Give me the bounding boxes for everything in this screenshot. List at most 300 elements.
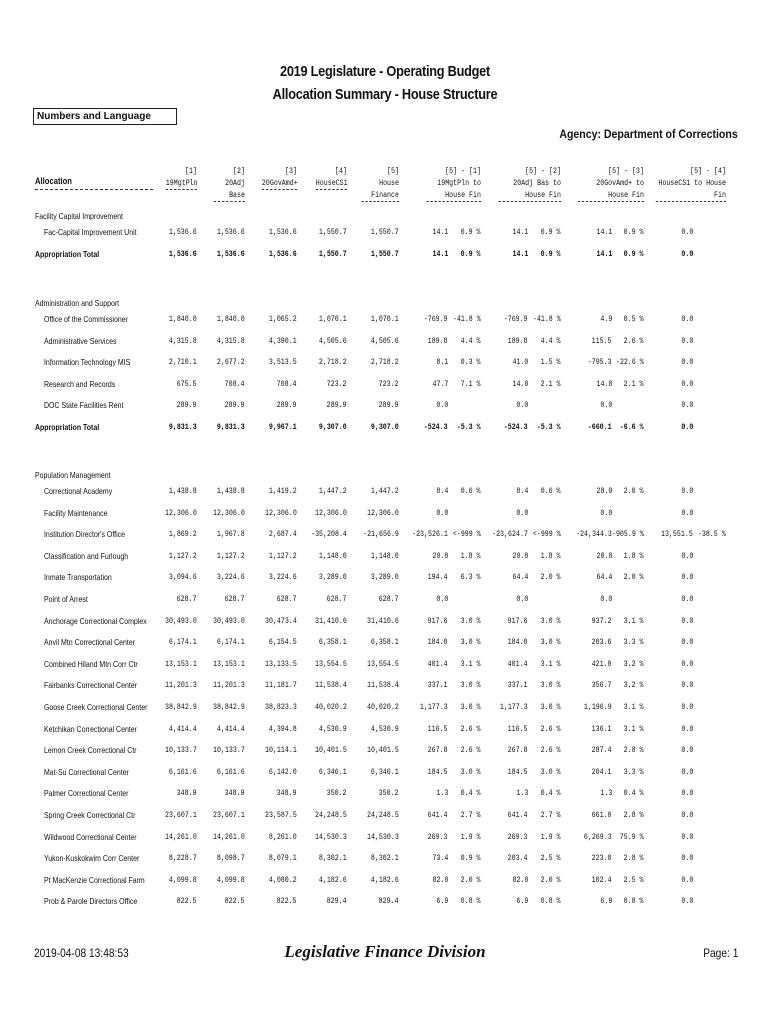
- cell-value: 0.0: [681, 615, 693, 626]
- cell-value: 337.1: [508, 680, 528, 691]
- cell-value: 0.4 %: [624, 788, 644, 799]
- cell-value: 0.0: [600, 507, 612, 518]
- cell-value: 289.9: [327, 400, 347, 411]
- table-row-label: Fac-Capital Improvement Unit: [44, 227, 137, 237]
- cell-value: 6,161.6: [169, 766, 197, 777]
- cell-value: 184.5: [428, 766, 448, 777]
- cell-value: 1.8 %: [461, 550, 481, 561]
- cell-value: 2.0 %: [541, 572, 561, 583]
- cell-value: 822.5: [225, 896, 245, 907]
- cell-value: 14.8: [596, 378, 612, 389]
- cell-value: 10,401.5: [367, 745, 399, 756]
- cell-value: 675.5: [177, 378, 197, 389]
- cell-value: 917.6: [428, 615, 448, 626]
- cell-value: 4,182.6: [371, 874, 399, 885]
- cell-value: -905.9 %: [612, 529, 644, 540]
- table-row: [0, 832, 770, 846]
- appropriation-total-row: [0, 422, 770, 436]
- cell-value: 13,551.5: [661, 529, 693, 540]
- column-header-label: 19MgtPln to House Fin: [426, 177, 481, 202]
- cell-value: 1,840.0: [169, 314, 197, 324]
- cell-value: 0.8 %: [541, 896, 561, 907]
- cell-value: 3,224.6: [269, 572, 297, 583]
- cell-value: 6,346.1: [371, 766, 399, 777]
- cell-value: 2,718.2: [319, 357, 347, 368]
- cell-value: 0.0: [681, 788, 693, 799]
- column-header-label: 20GovAmd+ to House Fin: [578, 177, 644, 202]
- cell-value: 13,554.5: [315, 658, 347, 669]
- table-row: [0, 702, 770, 716]
- cell-value: 9,831.3: [169, 422, 197, 432]
- column-header-number: [5]: [387, 166, 399, 176]
- column-header: [166, 165, 197, 190]
- cell-value: 2,687.4: [269, 529, 297, 540]
- cell-value: 1,070.1: [319, 314, 347, 324]
- footer-division-logo: Legislative Finance Division: [284, 942, 486, 961]
- cell-value: 116.5: [508, 723, 528, 734]
- cell-value: 0.0: [681, 702, 693, 712]
- cell-value: -41.8 %: [453, 314, 481, 324]
- cell-value: 14,261.0: [165, 831, 197, 842]
- cell-value: 1,550.7: [319, 248, 347, 259]
- cell-value: 7.1 %: [461, 378, 481, 389]
- cell-value: -5.3 %: [457, 422, 481, 432]
- cell-value: -5.3 %: [537, 422, 561, 432]
- column-header-label: 20Adj Bas to House Fin: [499, 177, 561, 202]
- cell-value: 13,153.1: [213, 658, 245, 669]
- table-row: [0, 788, 770, 802]
- cell-value: 1.3: [600, 788, 612, 799]
- cell-value: 20.8: [432, 550, 448, 561]
- cell-value: 47.7: [432, 378, 448, 389]
- cell-value: -6.6 %: [620, 422, 644, 432]
- cell-value: 2.0 %: [461, 874, 481, 885]
- cell-value: 0.0: [516, 507, 528, 518]
- cell-value: 1,127.2: [169, 550, 197, 561]
- cell-value: 6.9: [436, 896, 448, 907]
- cell-value: 3.1 %: [624, 723, 644, 734]
- table-row-label: Anchorage Correctional Complex: [44, 615, 147, 626]
- footer-timestamp: 2019-04-08 13:48:53: [34, 946, 129, 960]
- cell-value: 289.9: [225, 400, 245, 411]
- cell-value: 1,536.6: [169, 227, 197, 237]
- cell-value: 0.0: [681, 378, 693, 389]
- cell-value: 822.5: [277, 896, 297, 907]
- cell-value: 0.0: [681, 637, 693, 648]
- cell-value: 0.9 %: [541, 227, 561, 237]
- cell-value: 0.5 %: [624, 314, 644, 324]
- cell-value: 1,127.2: [269, 550, 297, 561]
- cell-value: 184.0: [508, 637, 528, 648]
- cell-value: 2.7 %: [541, 810, 561, 820]
- cell-value: 24,248.5: [315, 810, 347, 820]
- cell-value: 11,538.4: [367, 680, 399, 691]
- cell-value: 6.9: [600, 896, 612, 907]
- cell-value: 287.4: [592, 745, 612, 756]
- table-row-label: Correctional Academy: [44, 486, 113, 496]
- cell-value: 1,148.0: [371, 550, 399, 561]
- cell-value: 3.0 %: [461, 702, 481, 712]
- table-row: [0, 724, 770, 738]
- cell-value: 28.0: [596, 486, 612, 496]
- cell-value: 14.8: [512, 378, 528, 389]
- cell-value: -22.6 %: [616, 357, 644, 368]
- cell-value: 2.0 %: [541, 874, 561, 885]
- cell-value: 8,079.1: [269, 853, 297, 864]
- cell-value: 641.4: [508, 810, 528, 820]
- cell-value: 14.1: [596, 227, 612, 237]
- cell-value: 2,677.2: [217, 357, 245, 368]
- table-row: [0, 572, 770, 586]
- cell-value: 203.4: [508, 853, 528, 864]
- cell-value: 9,831.3: [217, 422, 245, 432]
- cell-value: 11,201.3: [213, 680, 245, 691]
- footer-page-number: Page: 1: [702, 946, 738, 960]
- cell-value: 194.4: [428, 572, 448, 583]
- cell-value: 12,306.0: [265, 507, 297, 518]
- table-row: [0, 400, 770, 414]
- table-row-label: Ketchikan Correctional Center: [44, 723, 137, 734]
- cell-value: 628.7: [327, 594, 347, 604]
- cell-value: 40,020.2: [367, 702, 399, 712]
- table-row-label: Goose Creek Correctional Center: [44, 702, 148, 712]
- cell-value: 0.9 %: [461, 853, 481, 864]
- cell-value: 0.4 %: [461, 788, 481, 799]
- cell-value: 6,358.1: [371, 637, 399, 648]
- cell-value: 0.0: [681, 227, 693, 237]
- section-name: Administration and Support: [35, 298, 120, 308]
- table-row: [0, 551, 770, 565]
- table-row-label: Anvil Mtn Correctional Center: [44, 637, 136, 648]
- cell-value: 0.8 %: [461, 896, 481, 907]
- table-row-label: Palmer Correctional Center: [44, 788, 129, 799]
- cell-value: 1,550.7: [371, 227, 399, 237]
- cell-value: 115.5: [592, 335, 612, 346]
- cell-value: 822.5: [177, 896, 197, 907]
- table-row-label: Institution Director's Office: [44, 529, 126, 540]
- cell-value: 40,020.2: [315, 702, 347, 712]
- cell-value: 12,306.0: [367, 507, 399, 518]
- cell-value: 4,414.4: [217, 723, 245, 734]
- cell-value: 8,302.1: [319, 853, 347, 864]
- cell-value: 1,550.7: [319, 227, 347, 237]
- cell-value: 1,536.6: [269, 248, 297, 259]
- table-row-label: Fairbanks Correctional Center: [44, 680, 137, 691]
- cell-value: 0.6 %: [461, 486, 481, 496]
- cell-value: 3,224.6: [217, 572, 245, 583]
- cell-value: 0.9 %: [461, 227, 481, 237]
- agency-label: Agency: Department of Corrections: [559, 127, 738, 141]
- cell-value: 0.0: [681, 507, 693, 518]
- cell-value: 203.6: [592, 637, 612, 648]
- cell-value: 6,154.5: [269, 637, 297, 648]
- cell-value: 2.1 %: [541, 378, 561, 389]
- cell-value: 2.5 %: [541, 853, 561, 864]
- cell-value: 75.9 %: [620, 831, 644, 842]
- cell-value: 8.4: [436, 486, 448, 496]
- column-header-number: [1]: [185, 166, 197, 176]
- cell-value: 1.3: [516, 788, 528, 799]
- cell-value: 3.1 %: [461, 658, 481, 669]
- column-header: [656, 165, 726, 202]
- cell-value: 4,390.1: [269, 335, 297, 346]
- cell-value: 4,530.9: [319, 723, 347, 734]
- cell-value: 628.7: [379, 594, 399, 604]
- cell-value: -38.5 %: [698, 529, 726, 540]
- cell-value: 2,710.1: [169, 357, 197, 368]
- cell-value: 0.0: [681, 248, 693, 259]
- cell-value: 0.0: [681, 723, 693, 734]
- cell-value: 0.0: [681, 357, 693, 368]
- cell-value: 6,358.1: [319, 637, 347, 648]
- cell-value: 30,493.0: [213, 615, 245, 626]
- cell-value: 3,289.0: [319, 572, 347, 583]
- cell-value: 4,505.6: [371, 335, 399, 346]
- table-row: [0, 745, 770, 759]
- cell-value: 4.4 %: [461, 335, 481, 346]
- cell-value: 38,842.9: [213, 702, 245, 712]
- cell-value: 0.0: [681, 550, 693, 561]
- cell-value: -524.3: [504, 422, 528, 432]
- cell-value: 0.0: [436, 507, 448, 518]
- cell-value: 269.3: [508, 831, 528, 842]
- cell-value: 628.7: [177, 594, 197, 604]
- table-row-label: Pt MacKenzie Correctional Farm: [44, 874, 145, 885]
- cell-value: 1.8 %: [624, 550, 644, 561]
- table-row: [0, 336, 770, 350]
- cell-value: 41.0: [512, 357, 528, 368]
- cell-value: 3,289.0: [371, 572, 399, 583]
- cell-value: 14,530.3: [315, 831, 347, 842]
- cell-value: 661.0: [592, 810, 612, 820]
- cell-value: 0.0: [681, 745, 693, 756]
- cell-value: 3.0 %: [541, 766, 561, 777]
- cell-value: 0.0: [600, 594, 612, 604]
- cell-value: 0.9 %: [541, 248, 561, 259]
- table-row: [0, 616, 770, 630]
- table-row: [0, 594, 770, 608]
- section-header: [0, 298, 770, 312]
- cell-value: 0.4 %: [541, 788, 561, 799]
- cell-value: 4,394.8: [269, 723, 297, 734]
- section-name: Facility Capital Improvement: [35, 211, 123, 221]
- cell-value: -21,656.9: [363, 529, 399, 540]
- cell-value: 14.1: [432, 227, 448, 237]
- cell-value: 1,536.6: [217, 227, 245, 237]
- cell-value: 64.4: [596, 572, 612, 583]
- cell-value: 12,306.0: [213, 507, 245, 518]
- cell-value: 10,133.7: [165, 745, 197, 756]
- table-row-label: Inmate Transportation: [44, 572, 112, 583]
- cell-value: 1,127.2: [217, 550, 245, 561]
- cell-value: 0.0: [681, 314, 693, 324]
- cell-value: 0.0: [681, 810, 693, 820]
- cell-value: 2,718.2: [371, 357, 399, 368]
- cell-value: 6.3 %: [461, 572, 481, 583]
- cell-value: 73.4: [432, 853, 448, 864]
- cell-value: 356.7: [592, 680, 612, 691]
- cell-value: 1.5 %: [541, 357, 561, 368]
- cell-value: <-999 %: [533, 529, 561, 540]
- cell-value: -23,526.1: [412, 529, 448, 540]
- cell-value: 1,536.6: [169, 248, 197, 259]
- cell-value: 8,302.1: [371, 853, 399, 864]
- cell-value: 0.0: [681, 680, 693, 691]
- cell-value: 0.6 %: [541, 486, 561, 496]
- column-header-number: [5] - [4]: [690, 166, 726, 176]
- cell-value: 3.1 %: [541, 658, 561, 669]
- cell-value: 0.0: [436, 400, 448, 411]
- table-row-label: Lemon Creek Correctional Ctr: [44, 745, 137, 756]
- section-header: [0, 211, 770, 225]
- cell-value: -23,624.7: [492, 529, 528, 540]
- column-header: [499, 165, 561, 202]
- cell-value: 9,967.1: [269, 422, 297, 432]
- column-header-label: 20GovAmd+: [261, 178, 298, 188]
- cell-value: 1.9 %: [461, 831, 481, 842]
- cell-value: 30,473.4: [265, 615, 297, 626]
- cell-value: 937.2: [592, 615, 612, 626]
- cell-value: 6,269.3: [584, 831, 612, 842]
- cell-value: 4,099.8: [169, 874, 197, 885]
- cell-value: 829.4: [379, 896, 399, 907]
- cell-value: 6,346.1: [319, 766, 347, 777]
- cell-value: 3.3 %: [624, 637, 644, 648]
- cell-value: 11,201.3: [165, 680, 197, 691]
- table-row: [0, 853, 770, 867]
- table-row: [0, 357, 770, 371]
- cell-value: 14.1: [512, 248, 528, 259]
- cell-value: 3.2 %: [624, 680, 644, 691]
- table-row-label: DOC State Facilities Rent: [44, 400, 124, 411]
- allocation-header-underline: [35, 189, 153, 190]
- cell-value: 2.6 %: [541, 723, 561, 734]
- table-row-label: Facility Maintenance: [44, 507, 108, 518]
- cell-value: 1,070.1: [371, 314, 399, 324]
- cell-value: -24,344.3: [576, 529, 612, 540]
- table-row: [0, 227, 770, 241]
- cell-value: 2.6 %: [461, 745, 481, 756]
- cell-value: 4,182.6: [319, 874, 347, 885]
- cell-value: 0.0: [681, 572, 693, 583]
- cell-value: 184.0: [428, 637, 448, 648]
- cell-value: 1,840.0: [217, 314, 245, 324]
- cell-value: 189.8: [428, 335, 448, 346]
- table-row-label: Office of the Commissioner: [44, 314, 128, 324]
- column-header-number: [5] - [1]: [445, 166, 481, 176]
- cell-value: 10,114.1: [265, 745, 297, 756]
- cell-value: 2.6 %: [624, 335, 644, 346]
- cell-value: 1,177.3: [420, 702, 448, 712]
- cell-value: 1,536.6: [269, 227, 297, 237]
- cell-value: -795.3: [588, 357, 612, 368]
- column-header-label: 20Adj Base: [214, 177, 245, 202]
- cell-value: 23,607.1: [165, 810, 197, 820]
- cell-value: 1.9 %: [541, 831, 561, 842]
- column-header-label: HouseCS1: [315, 178, 348, 188]
- report-subtitle: Allocation Summary - House Structure: [272, 86, 498, 103]
- cell-value: 0.0: [681, 766, 693, 777]
- cell-value: 82.8: [512, 874, 528, 885]
- cell-value: 14,530.3: [367, 831, 399, 842]
- cell-value: 829.4: [327, 896, 347, 907]
- cell-value: 20.8: [512, 550, 528, 561]
- table-row: [0, 508, 770, 522]
- cell-value: 12,306.0: [315, 507, 347, 518]
- numbers-language-box: Numbers and Language: [33, 108, 177, 125]
- cell-value: 2.6 %: [461, 723, 481, 734]
- cell-value: 3.0 %: [541, 615, 561, 626]
- cell-value: 10,401.5: [315, 745, 347, 756]
- cell-value: 1,438.8: [169, 486, 197, 496]
- cell-value: 0.0: [681, 658, 693, 669]
- table-row: [0, 875, 770, 889]
- column-header: [578, 165, 644, 202]
- cell-value: 289.9: [379, 400, 399, 411]
- cell-value: 2.8 %: [624, 745, 644, 756]
- cell-value: 8,228.7: [169, 853, 197, 864]
- cell-value: 289.9: [277, 400, 297, 411]
- cell-value: 421.0: [592, 658, 612, 669]
- column-header-number: [4]: [335, 166, 347, 176]
- table-row: [0, 486, 770, 500]
- cell-value: 30,493.0: [165, 615, 197, 626]
- cell-value: 3.2 %: [624, 658, 644, 669]
- cell-value: 3.0 %: [461, 615, 481, 626]
- cell-value: 2.8 %: [624, 853, 644, 864]
- cell-value: 2.8 %: [624, 810, 644, 820]
- cell-value: 2.0 %: [624, 572, 644, 583]
- cell-value: 3,513.5: [269, 357, 297, 368]
- cell-value: 11,181.7: [265, 680, 297, 691]
- cell-value: 641.4: [428, 810, 448, 820]
- table-row-label: Mat-Su Correctional Center: [44, 766, 129, 777]
- cell-value: 723.2: [379, 378, 399, 389]
- cell-value: 4,530.9: [371, 723, 399, 734]
- cell-value: -769.9: [504, 314, 528, 324]
- cell-value: 3.0 %: [541, 680, 561, 691]
- cell-value: 23,587.5: [265, 810, 297, 820]
- column-header-number: [5] - [2]: [525, 166, 561, 176]
- cell-value: 1.3: [436, 788, 448, 799]
- table-row-label: Information Technology MIS: [44, 357, 131, 368]
- cell-value: 0.9 %: [624, 227, 644, 237]
- cell-value: 1,177.3: [500, 702, 528, 712]
- cell-value: 1,536.6: [217, 248, 245, 259]
- appropriation-total-row-label: Appropriation Total: [35, 422, 100, 432]
- cell-value: 708.4: [277, 378, 297, 389]
- column-header: [214, 165, 245, 202]
- cell-value: 3.3 %: [624, 766, 644, 777]
- cell-value: 23,607.1: [213, 810, 245, 820]
- cell-value: 1,550.7: [371, 248, 399, 259]
- cell-value: 1,447.2: [371, 486, 399, 496]
- cell-value: 348.9: [277, 788, 297, 799]
- table-row-label: Spring Creek Correctional Ctr: [44, 810, 136, 820]
- cell-value: 24,248.5: [367, 810, 399, 820]
- column-header: [362, 165, 399, 202]
- cell-value: 136.1: [592, 723, 612, 734]
- cell-value: 14.1: [596, 248, 612, 259]
- cell-value: 1,438.8: [217, 486, 245, 496]
- section-header: [0, 470, 770, 484]
- column-header: [262, 165, 297, 190]
- cell-value: 4,505.6: [319, 335, 347, 346]
- cell-value: 20.8: [596, 550, 612, 561]
- table-row: [0, 529, 770, 543]
- cell-value: 38,823.3: [265, 702, 297, 712]
- cell-value: 4,414.4: [169, 723, 197, 734]
